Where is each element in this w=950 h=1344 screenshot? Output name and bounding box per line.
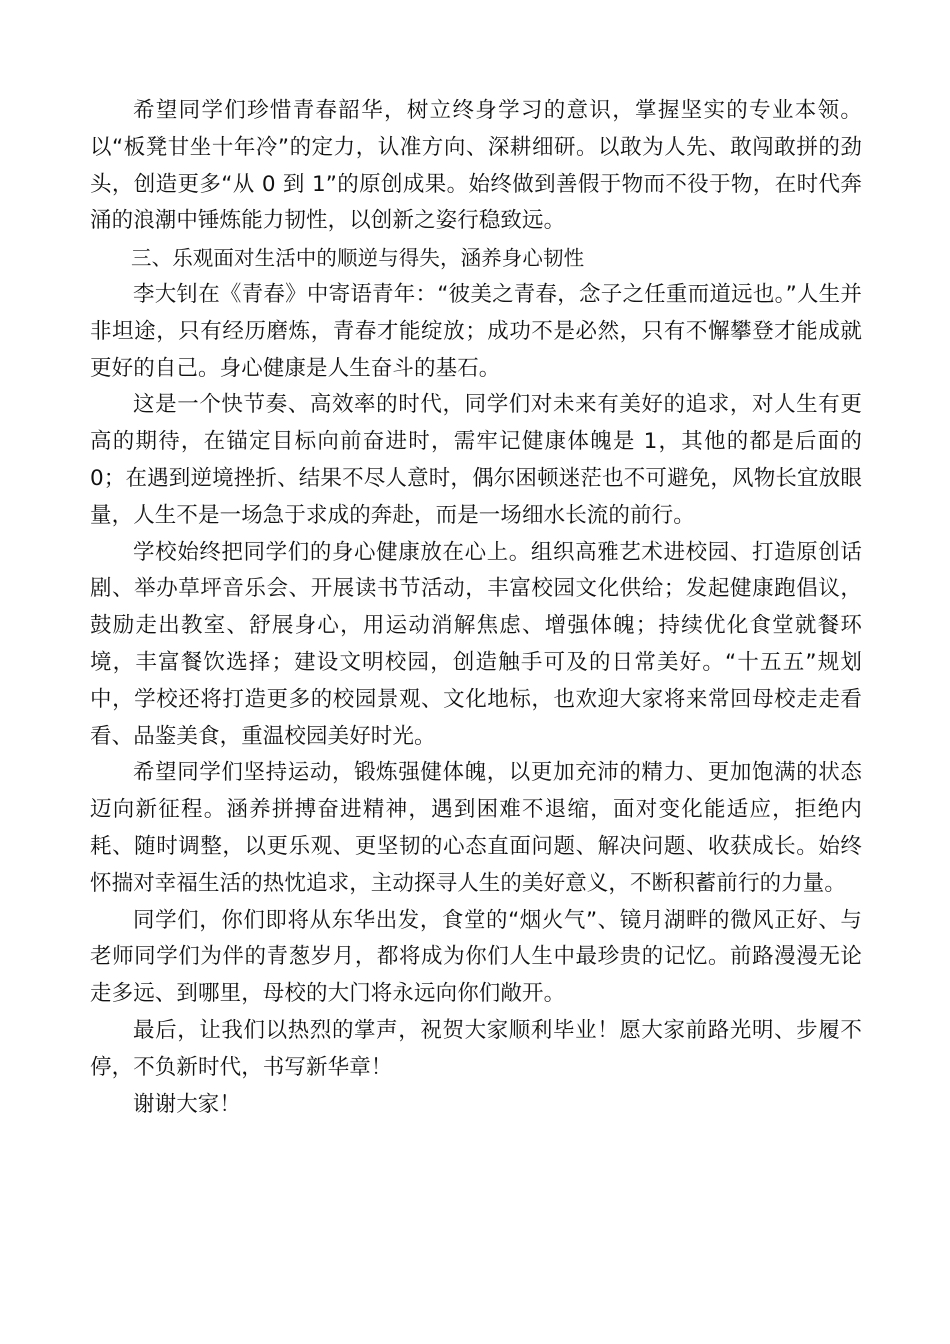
- paragraph-school-care: 学校始终把同学们的身心健康放在心上。组织高雅艺术进校园、打造原创话剧、举办草坪音乐会、开展读书节活动，丰富校园文化供给；发起健康跑倡议，鼓励走出教室、舒展身心，用运动消解焦虑、增强体魄；持续优化食堂就餐环境，丰富餐饮选择；建设文明校园，创造触手可及的日常美好。“十五五”规划中，学校还将打造更多的校园景观、文化地标，也欢迎大家将来常回母校走走看看、品鉴美食，重温校园美好时光。: [90, 539, 862, 749]
- paragraph-study: 希望同学们珍惜青春韶华，树立终身学习的意识，掌握坚实的专业本领。以“板凳甘坐十年冷”的定力，认准方向、深耕细研。以敢为人先、敢闯敢拼的劲头，创造更多“从 0 到 1”的原创成果。始终做到善假于物而不役于物，在时代奔涌的浪潮中锤炼能力韧性，以创新之姿行稳致远。: [90, 98, 862, 234]
- paragraph-farewell: 同学们，你们即将从东华出发，食堂的“烟火气”、镜月湖畔的微风正好、与老师同学们为伴的青葱岁月，都将成为你们人生中最珍贵的记忆。前路漫漫无论走多远、到哪里，母校的大门将永远向你们敞开。: [90, 907, 862, 1007]
- paragraph-congratulations: 最后，让我们以热烈的掌声，祝贺大家顺利毕业！愿大家前路光明、步履不停，不负新时代，书写新华章！: [90, 1017, 862, 1080]
- document-body: [90, 93, 862, 1123]
- paragraph-li-dazhao-quote: 李大钊在《青春》中寄语青年：“彼美之青春，念子之任重而道远也。”人生并非坦途，只有经历磨炼，青春才能绽放；成功不是必然，只有不懈攀登才能成就更好的自己。身心健康是人生奋斗的基石。: [90, 281, 862, 381]
- section-heading-three: 三、乐观面对生活中的顺逆与得失，涵养身心韧性: [131, 246, 585, 271]
- paragraph-fast-paced-era: 这是一个快节奏、高效率的时代，同学们对未来有美好的追求，对人生有更高的期待，在锚定目标向前奋进时，需牢记健康体魄是 1，其他的都是后面的 0；在遇到逆境挫折、结果不尽人意时，偶尔困顿迷茫也不可避免，风物长宜放眼量，人生不是一场急于求成的奔赴，而是一场细水长流的前行。: [90, 392, 862, 528]
- closing-thanks: 谢谢大家！: [133, 1091, 242, 1117]
- paragraph-exercise-hope: 希望同学们坚持运动，锻炼强健体魄，以更加充沛的精力、更加饱满的状态迈向新征程。涵养拼搏奋进精神，遇到困难不退缩，面对变化能适应，拒绝内耗、随时调整，以更乐观、更坚韧的心态直面问题、解决问题、收获成长。始终怀揣对幸福生活的热忱追求，主动探寻人生的美好意义，不断积蓄前行的力量。: [90, 760, 862, 896]
